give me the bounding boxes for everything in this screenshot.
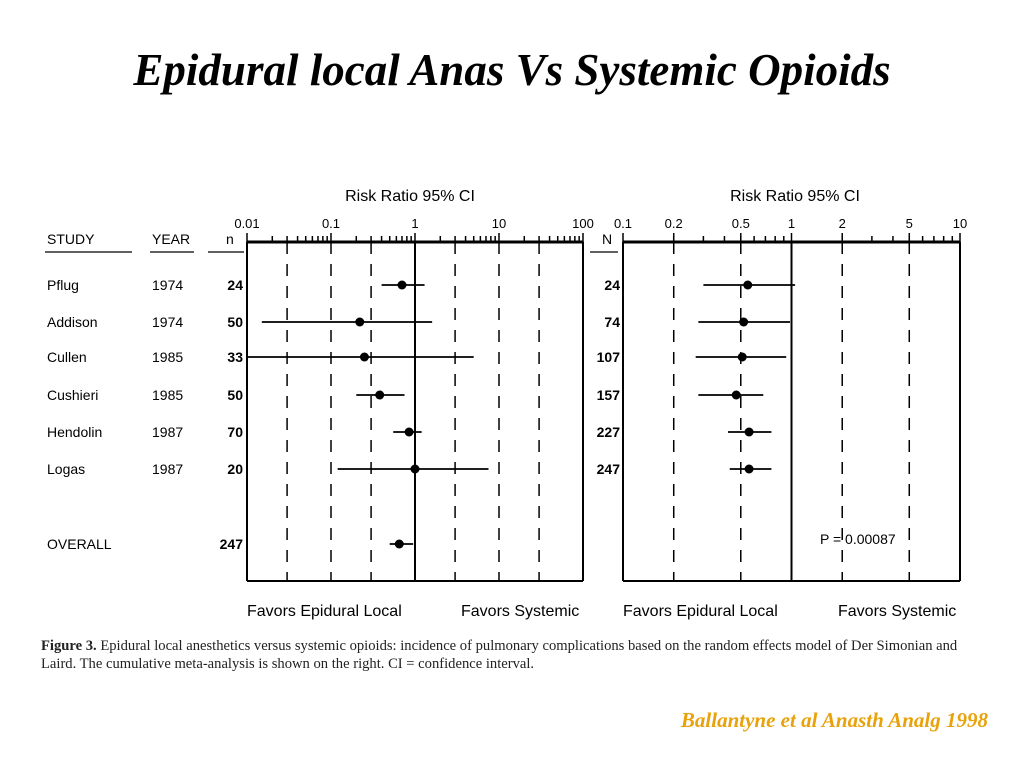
study-name: Addison — [47, 314, 98, 330]
study-name: Cushieri — [47, 387, 99, 403]
x-tick-label-panel-1: 1 — [787, 216, 796, 231]
p-value-annotation: P = 0.00087 — [820, 531, 896, 547]
study-year: 1987 — [152, 424, 184, 440]
point-estimate — [355, 318, 364, 327]
axis-title-panel-0: Risk Ratio 95% CI — [345, 188, 475, 205]
sample-size: 33 — [227, 349, 243, 365]
study-name: Cullen — [47, 349, 87, 365]
column-header-year: YEAR — [152, 231, 191, 247]
point-estimate — [360, 353, 369, 362]
overall-sample-size: 247 — [219, 536, 243, 552]
sample-size: 247 — [596, 461, 620, 477]
sample-size: 107 — [596, 349, 620, 365]
sample-size: 227 — [596, 424, 620, 440]
caption-text: Epidural local anesthetics versus systemic opioids: incidence of pulmonary complications based on the random effects model of Der Simonian and Laird. The cumulative meta-analysis is shown on the right. CI = confidence interval. — [41, 638, 958, 672]
favors-right-label-panel-1: Favors Systemic — [838, 603, 957, 620]
favors-left-label-panel-1: Favors Epidural Local — [623, 603, 778, 620]
x-tick-label-panel-1: 2 — [838, 216, 846, 231]
overall-label: OVERALL — [47, 536, 112, 552]
point-estimate — [743, 281, 752, 290]
caption-label: Figure 3. — [41, 638, 97, 654]
overall-point-estimate — [395, 540, 404, 549]
sample-size: 157 — [596, 387, 620, 403]
point-estimate — [411, 465, 420, 474]
citation-credit: Ballantyne et al Anasth Analg 1998 — [680, 708, 988, 732]
point-estimate — [405, 428, 414, 437]
study-year: 1987 — [152, 461, 184, 477]
point-estimate — [738, 353, 747, 362]
column-header-study: STUDY — [47, 231, 95, 247]
sample-size: 50 — [227, 387, 243, 403]
column-header-N: N — [602, 231, 613, 247]
x-tick-label-panel-1: 5 — [905, 216, 913, 231]
sample-size: 70 — [227, 424, 243, 440]
point-estimate — [732, 391, 741, 400]
sample-size: 24 — [227, 277, 243, 293]
axis-title-panel-1: Risk Ratio 95% CI — [730, 188, 860, 205]
study-year: 1985 — [152, 387, 184, 403]
x-tick-label-panel-0: 10 — [491, 216, 507, 231]
study-year: 1974 — [152, 277, 184, 293]
x-tick-label-panel-0: 0.1 — [321, 216, 341, 231]
favors-right-label-panel-0: Favors Systemic — [461, 603, 580, 620]
point-estimate — [375, 391, 384, 400]
x-tick-label-panel-0: 100 — [572, 216, 594, 231]
slide-title: Epidural local Anas Vs Systemic Opioids — [133, 45, 891, 95]
x-tick-label-panel-1: 10 — [952, 216, 968, 231]
x-tick-label-panel-0: 0.01 — [234, 216, 260, 231]
study-name: Hendolin — [47, 424, 103, 440]
point-estimate — [745, 428, 754, 437]
x-tick-label-panel-1: 0.2 — [664, 216, 683, 231]
study-year: 1974 — [152, 314, 184, 330]
sample-size: 24 — [604, 277, 620, 293]
study-name: Pflug — [47, 277, 79, 293]
study-year: 1985 — [152, 349, 184, 365]
point-estimate — [739, 318, 748, 327]
favors-left-label-panel-0: Favors Epidural Local — [247, 603, 402, 620]
sample-size: 20 — [227, 461, 243, 477]
sample-size: 74 — [604, 314, 620, 330]
x-tick-label-panel-1: 0.5 — [731, 216, 750, 231]
point-estimate — [397, 281, 406, 290]
point-estimate — [745, 465, 754, 474]
study-name: Logas — [47, 461, 86, 477]
x-tick-label-panel-1: 0.1 — [613, 216, 633, 231]
column-header-n: n — [226, 231, 234, 247]
figure-caption — [41, 637, 981, 673]
x-tick-label-panel-0: 1 — [411, 216, 419, 231]
sample-size: 50 — [227, 314, 243, 330]
